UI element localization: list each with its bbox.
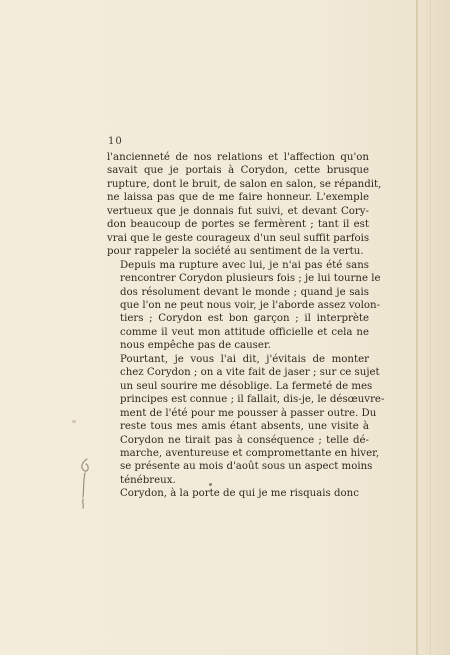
text-line: un seul sourire me désoblige. La fermeté de mes — [120, 380, 373, 392]
paper-stain — [72, 420, 76, 423]
pencil-scribble-mark — [75, 455, 95, 510]
text-line: savait que je portais à Corydon, cette brusque — [107, 165, 369, 177]
page-fold-shadow — [416, 0, 418, 655]
text-line: principes est connue ; il fallait, dis-je, le désœuvre- — [120, 394, 385, 406]
text-line: marche, aventureuse et compromettante en hiver, — [120, 447, 380, 459]
text-line: ne laissa pas que de me faire honneur. L'exemple — [107, 192, 369, 204]
text-line: nous empêche pas de causer. — [120, 340, 271, 352]
text-line: chez Corydon ; on a vite fait de jaser ; sur ce sujet — [120, 367, 380, 379]
text-line: comme il veut mon attitude officielle et cela ne — [120, 326, 369, 338]
text-line: Pourtant, je vous l'ai dit, j'évitais de monter — [120, 353, 369, 365]
text-line: reste tous mes amis étant absents, une visite à — [120, 421, 369, 433]
text-line: tiers ; Corydon est bon garçon ; il interprète — [120, 313, 369, 325]
text-line: Corydon, à la porte de qui je me risquais donc — [120, 488, 359, 500]
text-line: Depuis ma rupture avec lui, je n'ai pas été sans — [120, 259, 369, 271]
text-line: ment de l'été pour me pousser à passer outre. Du — [120, 407, 377, 419]
text-line: don beaucoup de portes se fermèrent ; tant il est — [107, 219, 369, 231]
paragraph — [107, 151, 382, 259]
text-line: rupture, dont le bruit, de salon en salon, se répandit, — [107, 178, 382, 190]
paragraph — [107, 259, 381, 353]
text-line: l'ancienneté de nos relations et l'affection qu'on — [107, 152, 369, 163]
text-line: se présente au mois d'août sous un aspect moins — [120, 461, 373, 473]
text-line: que l'on ne peut nous voir, je l'aborde assez volon- — [120, 299, 381, 311]
text-line: ténébreux. — [120, 474, 176, 486]
text-line: dos résolument devant le monde ; quand je sais — [120, 286, 369, 298]
body-text — [107, 151, 385, 501]
text-line: Corydon ne tirait pas à conséquence ; telle dé- — [120, 434, 369, 446]
paragraph — [107, 353, 385, 488]
page-edge-line — [430, 0, 431, 655]
text-line: pour rappeler la société au sentiment de la vertu. — [107, 246, 364, 258]
text-line: rencontrer Corydon plusieurs fois ; je lui tourne le — [120, 273, 381, 285]
paragraph — [107, 487, 369, 500]
text-line: vertueux que je donnais fut suivi, et devant Cory- — [107, 205, 369, 217]
text-line: vrai que le geste courageux d'un seul suffit parfois — [107, 232, 370, 244]
paper-speck — [209, 483, 212, 486]
page-number: 10 — [108, 136, 123, 147]
